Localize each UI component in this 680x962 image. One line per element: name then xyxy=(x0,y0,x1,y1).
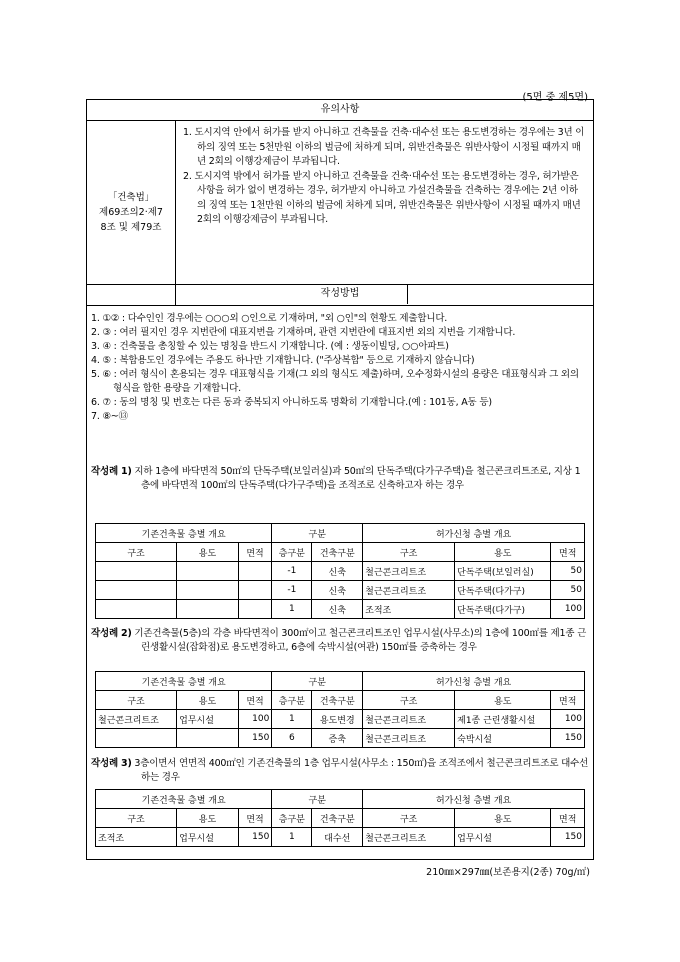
example-3-table xyxy=(95,789,585,847)
example-1-table xyxy=(95,523,585,619)
cell: 신축 xyxy=(312,600,363,619)
th-use: 용도 xyxy=(177,691,239,710)
cell: 50 xyxy=(551,562,585,581)
table-row xyxy=(96,729,585,748)
method-item: 2. ③ : 여러 필지인 경우 지번란에 대표지번을 기재하며, 관련 지번란에 대표지번 외의 지번을 기재합니다. xyxy=(91,327,516,338)
table-row xyxy=(96,581,585,600)
cell xyxy=(96,581,177,600)
th-division: 구분 xyxy=(272,524,363,543)
cell: 조적조 xyxy=(363,600,455,619)
cell: 제1종 근린생활시설 xyxy=(455,710,551,729)
cell xyxy=(96,600,177,619)
example-2-text xyxy=(91,627,589,655)
th-floor: 층구분 xyxy=(272,691,312,710)
th-area: 면적 xyxy=(238,543,272,562)
method-header-lines xyxy=(87,284,593,306)
cell: 단독주택(보일러실) xyxy=(455,562,551,581)
example-2 xyxy=(91,627,589,655)
th-existing: 기존건축물 층별 개요 xyxy=(96,790,272,809)
method-item: 1. ①② : 다수인인 경우에는 ○○○외 ○인으로 기재하며, "외 ○인"의 현황도 제출합니다. xyxy=(91,313,448,324)
cell xyxy=(96,729,177,748)
th-permit: 허가신청 층별 개요 xyxy=(363,672,585,691)
cell: 100 xyxy=(551,710,585,729)
th-build-type: 건축구분 xyxy=(312,809,363,828)
table-row xyxy=(96,828,585,847)
th-floor: 층구분 xyxy=(272,809,312,828)
form-frame xyxy=(86,99,594,860)
th-structure: 구조 xyxy=(96,543,177,562)
method-item: 5. ⑥ : 여러 형식이 혼용되는 경우 대표형식을 기재(그 외의 형식도 제출)하며, 오수정화시설의 용량은 대표형식과 그 외의 형식을 합한 용량을 기재합니다. xyxy=(91,369,579,394)
notice-bottom-line xyxy=(87,100,593,306)
th-use: 용도 xyxy=(177,809,239,828)
paper-spec-footer: 210㎜×297㎜(보존용지(2종) 70g/㎡) xyxy=(426,867,590,878)
th-existing: 기존건축물 층별 개요 xyxy=(96,672,272,691)
notice-item: 1. 도시지역 안에서 허가를 받지 아니하고 건축물을 건축·대수선 또는 용도변경하는 경우에는 3년 이하의 징역 또는 5천만원 이하의 벌금에 처하게 되며, 위반건축물은 위반사항이 시정될 때까지 매년 2회의 이행강제금이 부과됩니다. xyxy=(183,127,585,167)
method-list xyxy=(91,312,589,424)
notice-header-label: 유의사항 xyxy=(320,104,360,115)
th-area: 면적 xyxy=(551,809,585,828)
law-ref-line: 「건축법」 xyxy=(107,192,155,203)
th-area: 면적 xyxy=(551,543,585,562)
th-area: 면적 xyxy=(238,691,272,710)
cell xyxy=(177,581,239,600)
th-use: 용도 xyxy=(455,809,551,828)
th-structure: 구조 xyxy=(96,691,177,710)
cell: 철근콘크리트조 xyxy=(363,729,455,748)
th-area: 면적 xyxy=(551,691,585,710)
page-number: (5면 중 제5면) xyxy=(522,92,588,103)
example-2-table xyxy=(95,671,585,748)
cell: 조적조 xyxy=(96,828,177,847)
th-build-type: 건축구분 xyxy=(312,543,363,562)
th-area: 면적 xyxy=(238,809,272,828)
cell: 단독주택(다가구) xyxy=(455,581,551,600)
example-2-desc: 기존건축물(5층)의 각층 바닥면적이 300㎡이고 철근콘크리트조인 업무시설(사무소)의 1층에 100㎡를 제1종 근린생활시설(잡화점)로 용도변경하고, 6층에 숙박시설(여관) 150㎡를 증축하는 경우 xyxy=(134,628,587,653)
method-item: 3. ④ : 건축물을 총칭할 수 있는 명칭을 반드시 기재합니다. (예 : 생동이빌딩, ○○아파트) xyxy=(91,341,449,352)
th-structure: 구조 xyxy=(363,543,455,562)
cell: 100 xyxy=(551,600,585,619)
example-3 xyxy=(91,757,589,785)
cell: 150 xyxy=(551,729,585,748)
cell xyxy=(177,729,239,748)
example-1 xyxy=(91,465,589,493)
cell: 숙박시설 xyxy=(455,729,551,748)
cell: 철근콘크리트조 xyxy=(96,710,177,729)
cell: 철근콘크리트조 xyxy=(363,828,455,847)
cell: 철근콘크리트조 xyxy=(363,581,455,600)
cell xyxy=(177,562,239,581)
th-existing: 기존건축물 층별 개요 xyxy=(96,524,272,543)
th-build-type: 건축구분 xyxy=(312,691,363,710)
th-use: 용도 xyxy=(177,543,239,562)
example-3-text xyxy=(91,757,589,785)
cell: 철근콘크리트조 xyxy=(363,710,455,729)
table-row xyxy=(96,710,585,729)
method-header-label: 작성방법 xyxy=(320,288,360,299)
example-3-label: 작성례 3) xyxy=(91,758,132,769)
table-row xyxy=(96,562,585,581)
cell: 신축 xyxy=(312,562,363,581)
example-2-label: 작성례 2) xyxy=(91,628,132,639)
example-3-desc: 3층이면서 연면적 400㎡인 기존건축물의 1층 업무시설(사무소 : 150㎡)을 조적조에서 철근콘크리트조로 대수선하는 경우 xyxy=(134,758,589,783)
cell xyxy=(238,562,272,581)
cell: 업무시설 xyxy=(455,828,551,847)
law-ref-line: 제69조의2·제7 xyxy=(99,207,163,218)
cell: 150 xyxy=(238,729,272,748)
th-structure: 구조 xyxy=(96,809,177,828)
th-permit: 허가신청 층별 개요 xyxy=(363,790,585,809)
cell: 150 xyxy=(551,828,585,847)
cell xyxy=(238,600,272,619)
cell: 업무시설 xyxy=(177,828,239,847)
notice-item: 2. 도시지역 밖에서 허가를 받지 아니하고 건축물을 건축·대수선 또는 용도변경하는 경우, 허가받은 사항을 허가 없이 변경하는 경우, 허가받지 아니하고 가설건축물을 건축하는 경우에는 2년 이하의 징역 또는 1천만원 이하의 벌금에 처하게 되며, 위반건축물은 위반사항이 시정될 때까지 매년 2회의 이행강제금이 부과됩니다. xyxy=(183,170,581,225)
th-division: 구분 xyxy=(272,672,363,691)
th-permit: 허가신청 층별 개요 xyxy=(363,524,585,543)
th-floor: 층구분 xyxy=(272,543,312,562)
cell: 철근콘크리트조 xyxy=(363,562,455,581)
method-item: 4. ⑤ : 복합용도인 경우에는 주용도 하나만 기재합니다. ("주상복합" 등으로 기재하지 않습니다) xyxy=(91,355,475,366)
table-row xyxy=(96,600,585,619)
cell: 업무시설 xyxy=(177,710,239,729)
cell: 신축 xyxy=(312,581,363,600)
cell: -1 xyxy=(272,562,312,581)
cell: 6 xyxy=(272,729,312,748)
th-structure: 구조 xyxy=(363,691,455,710)
cell xyxy=(177,600,239,619)
cell: -1 xyxy=(272,581,312,600)
cell: 1 xyxy=(272,828,312,847)
example-1-label: 작성례 1) xyxy=(91,466,132,477)
cell: 증축 xyxy=(312,729,363,748)
th-structure: 구조 xyxy=(363,809,455,828)
th-use: 용도 xyxy=(455,691,551,710)
th-use: 용도 xyxy=(455,543,551,562)
cell: 용도변경 xyxy=(312,710,363,729)
cell: 100 xyxy=(238,710,272,729)
cell: 1 xyxy=(272,710,312,729)
example-1-text xyxy=(91,465,589,493)
law-ref-line: 8조 및 제79조 xyxy=(100,222,162,233)
method-item: 6. ⑦ : 동의 명칭 및 번호는 다른 동과 중복되지 아니하도록 명확히 기재합니다.(예 : 101동, A동 등) xyxy=(91,397,492,408)
th-division: 구분 xyxy=(272,790,363,809)
cell xyxy=(238,581,272,600)
cell xyxy=(96,562,177,581)
method-item: 7. ⑧~⑬ xyxy=(91,411,128,422)
cell: 1 xyxy=(272,600,312,619)
example-1-desc: 지하 1층에 바닥면적 50㎡의 단독주택(보일러실)과 50㎡의 단독주택(다가구주택)을 철근콘크리트조로, 지상 1층에 바닥면적 100㎡의 단독주택(다가구주택)을 조적조로 신축하고자 하는 경우 xyxy=(134,466,581,491)
cell: 50 xyxy=(551,581,585,600)
cell: 대수선 xyxy=(312,828,363,847)
cell: 단독주택(다가구) xyxy=(455,600,551,619)
cell: 150 xyxy=(238,828,272,847)
